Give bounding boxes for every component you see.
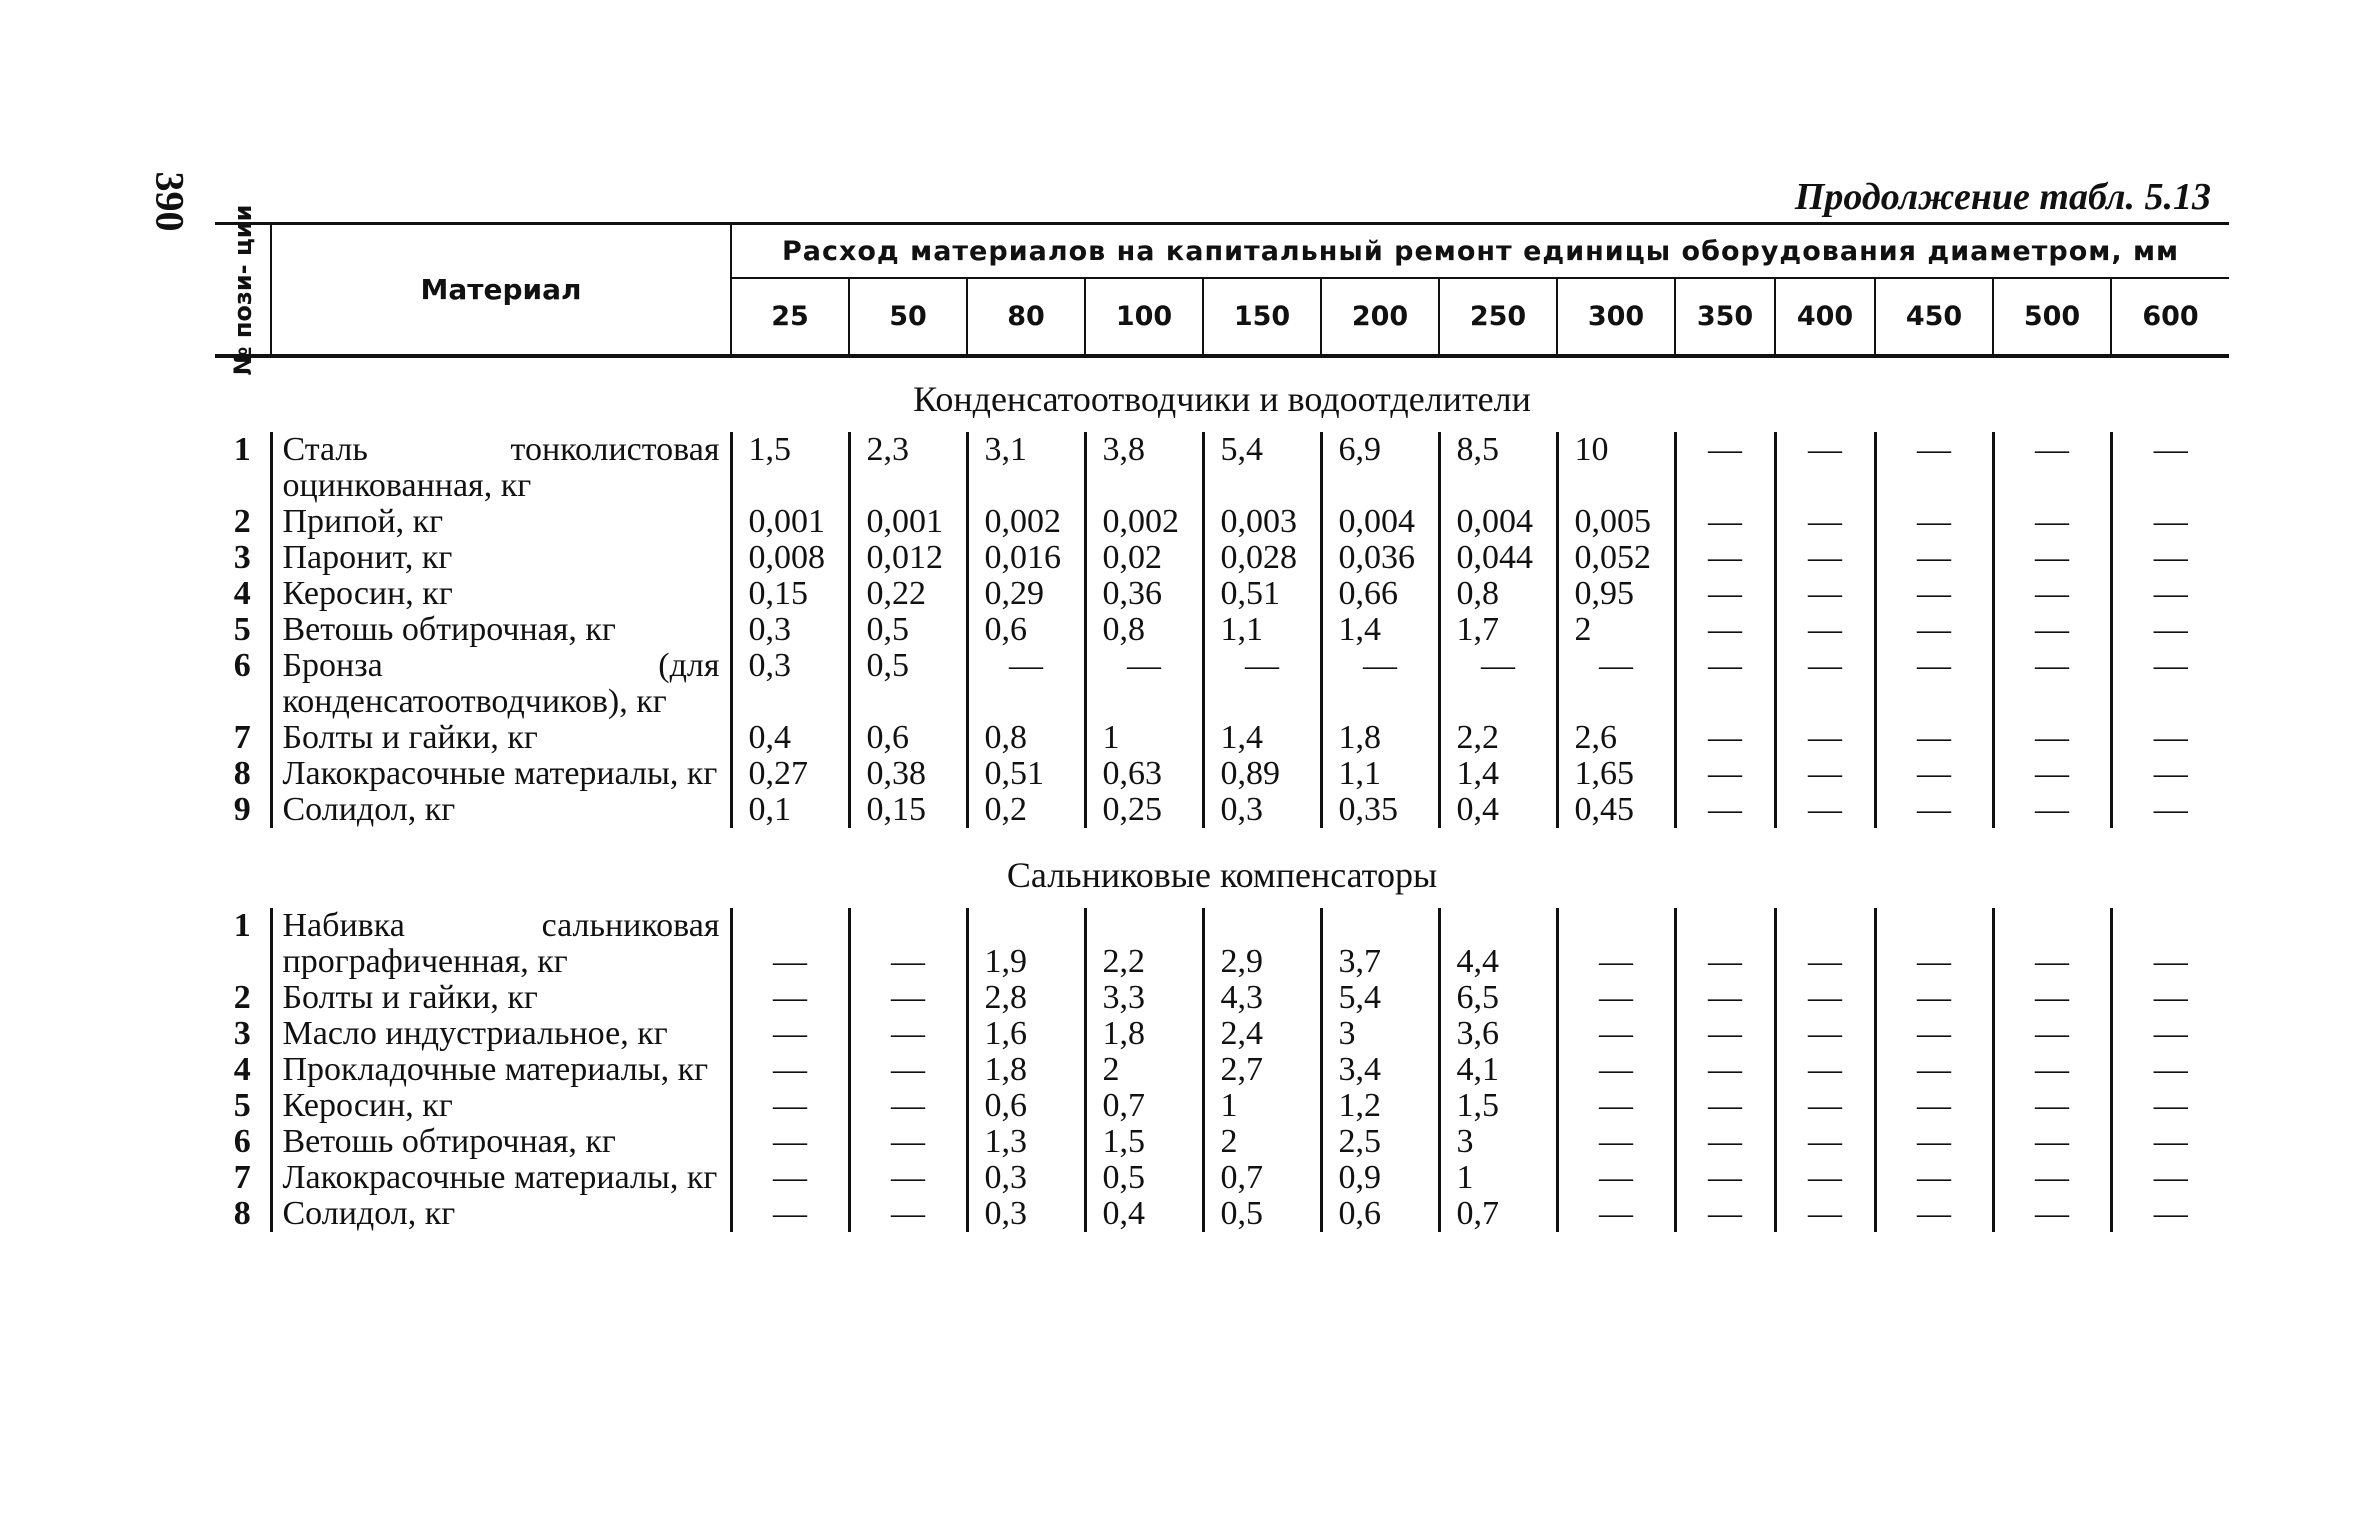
table-row <box>215 1124 2229 1160</box>
value-cell: — <box>1675 1052 1775 1088</box>
material-cell: Болты и гайки, кг <box>271 980 731 1016</box>
value-cell: — <box>1439 648 1557 720</box>
value-cell: 0,8 <box>1085 612 1203 648</box>
diameter-header-80: 80 <box>967 278 1085 356</box>
value-cell: 0,15 <box>849 792 967 828</box>
value-cell: 1,9 <box>967 908 1085 980</box>
value-cell: — <box>1675 756 1775 792</box>
value-cell: — <box>1675 792 1775 828</box>
value-cell: 0,7 <box>1203 1160 1321 1196</box>
value-cell: 1,4 <box>1321 612 1439 648</box>
value-cell: — <box>1875 720 1993 756</box>
diameter-header-150: 150 <box>1203 278 1321 356</box>
value-cell: 0,95 <box>1557 576 1675 612</box>
value-cell: 3,8 <box>1085 432 1203 504</box>
position-cell: 2 <box>233 503 251 540</box>
value-cell: — <box>2111 1052 2229 1088</box>
value-cell: — <box>1775 1160 1875 1196</box>
value-cell: 0,6 <box>967 612 1085 648</box>
value-cell: — <box>967 648 1085 720</box>
diameter-header-250: 250 <box>1439 278 1557 356</box>
value-cell: — <box>731 1088 849 1124</box>
value-cell: — <box>1993 980 2111 1016</box>
material-cell: Сталь тонколистовая оцинкованная, кг <box>271 432 731 504</box>
value-cell: — <box>1557 908 1675 980</box>
value-cell: — <box>1775 432 1875 504</box>
value-cell: — <box>1775 612 1875 648</box>
position-cell: 8 <box>233 1195 251 1232</box>
value-cell: 0,8 <box>967 720 1085 756</box>
value-cell: 2,7 <box>1203 1052 1321 1088</box>
value-cell: 1,5 <box>1085 1124 1203 1160</box>
value-cell: 2,8 <box>967 980 1085 1016</box>
value-cell: — <box>1875 648 1993 720</box>
value-cell: — <box>1775 756 1875 792</box>
value-cell: 2,3 <box>849 432 967 504</box>
value-cell: — <box>1875 612 1993 648</box>
material-cell: Бронза (для конденсатоотводчиков), кг <box>271 648 731 720</box>
position-cell: 3 <box>233 1015 251 1052</box>
value-cell: 1,3 <box>967 1124 1085 1160</box>
table-row <box>215 1160 2229 1196</box>
value-cell: — <box>2111 576 2229 612</box>
value-cell: 0,052 <box>1557 540 1675 576</box>
value-cell: — <box>731 908 849 980</box>
value-cell: 1,4 <box>1439 756 1557 792</box>
value-cell: — <box>731 1052 849 1088</box>
value-cell: — <box>1875 1052 1993 1088</box>
value-cell: 5,4 <box>1321 980 1439 1016</box>
value-cell: 0,66 <box>1321 576 1439 612</box>
value-cell: 1 <box>1439 1160 1557 1196</box>
value-cell: 0,8 <box>1439 576 1557 612</box>
value-cell: — <box>1775 1124 1875 1160</box>
value-cell: — <box>1993 1160 2111 1196</box>
position-header: № пози- ции <box>215 224 271 357</box>
value-cell: 2,5 <box>1321 1124 1439 1160</box>
value-cell: 4,4 <box>1439 908 1557 980</box>
value-cell: 0,38 <box>849 756 967 792</box>
value-cell: — <box>1675 1196 1775 1232</box>
value-cell: — <box>2111 1124 2229 1160</box>
material-cell: Солидол, кг <box>271 792 731 828</box>
material-header: Материал <box>271 224 731 357</box>
value-cell: — <box>1675 1124 1775 1160</box>
value-cell: — <box>2111 432 2229 504</box>
value-cell: 2,9 <box>1203 908 1321 980</box>
value-cell: — <box>1875 1088 1993 1124</box>
value-cell: 0,6 <box>1321 1196 1439 1232</box>
value-cell: 0,008 <box>731 540 849 576</box>
diameter-header-200: 200 <box>1321 278 1439 356</box>
value-cell: — <box>1321 648 1439 720</box>
value-cell: 3,3 <box>1085 980 1203 1016</box>
value-cell: 0,005 <box>1557 504 1675 540</box>
value-cell: — <box>1875 576 1993 612</box>
value-cell: — <box>1557 1088 1675 1124</box>
value-cell: 0,6 <box>849 720 967 756</box>
value-cell: 2 <box>1085 1052 1203 1088</box>
value-cell: — <box>1557 1160 1675 1196</box>
value-cell: — <box>1557 980 1675 1016</box>
value-cell: — <box>1775 1196 1875 1232</box>
value-cell: — <box>1993 432 2111 504</box>
table-row <box>215 1088 2229 1124</box>
table-row <box>215 908 2229 980</box>
value-cell: 3,1 <box>967 432 1085 504</box>
value-cell: 0,4 <box>1085 1196 1203 1232</box>
value-cell: 1,8 <box>1085 1016 1203 1052</box>
table-body <box>215 356 2229 1232</box>
material-cell: Керосин, кг <box>271 576 731 612</box>
table-row <box>215 756 2229 792</box>
value-cell: 0,028 <box>1203 540 1321 576</box>
diameter-header-300: 300 <box>1557 278 1675 356</box>
value-cell: — <box>2111 756 2229 792</box>
diameter-header-100: 100 <box>1085 278 1203 356</box>
value-cell: 0,25 <box>1085 792 1203 828</box>
value-cell: — <box>1675 720 1775 756</box>
value-cell: 0,004 <box>1321 504 1439 540</box>
value-cell: — <box>1775 1052 1875 1088</box>
value-cell: 2,4 <box>1203 1016 1321 1052</box>
table-row <box>215 612 2229 648</box>
value-cell: — <box>849 1016 967 1052</box>
value-cell: — <box>731 980 849 1016</box>
value-cell: 1,5 <box>731 432 849 504</box>
table-row <box>215 792 2229 828</box>
value-cell: — <box>1775 792 1875 828</box>
value-cell: 1,5 <box>1439 1088 1557 1124</box>
diameter-header-400: 400 <box>1775 278 1875 356</box>
value-cell: — <box>1875 980 1993 1016</box>
material-cell: Паронит, кг <box>271 540 731 576</box>
value-cell: — <box>731 1016 849 1052</box>
value-cell: — <box>1875 756 1993 792</box>
value-cell: — <box>1993 1124 2111 1160</box>
value-cell: — <box>1675 432 1775 504</box>
value-cell: 1,8 <box>1321 720 1439 756</box>
value-cell: 1,8 <box>967 1052 1085 1088</box>
value-cell: — <box>1993 576 2111 612</box>
section-title: Конденсатоотводчики и водоотделители <box>913 379 1531 419</box>
material-cell: Болты и гайки, кг <box>271 720 731 756</box>
value-cell: — <box>1875 1160 1993 1196</box>
value-cell: — <box>1675 1016 1775 1052</box>
value-cell: — <box>849 1124 967 1160</box>
value-cell: — <box>1675 504 1775 540</box>
value-cell: — <box>731 1196 849 1232</box>
value-cell: — <box>1675 1088 1775 1124</box>
value-cell: 0,02 <box>1085 540 1203 576</box>
table-row <box>215 1196 2229 1232</box>
value-cell: 2,2 <box>1085 908 1203 980</box>
value-cell: — <box>849 908 967 980</box>
table-caption: Продолжение табл. 5.13 <box>1794 176 2211 218</box>
value-cell: — <box>1675 576 1775 612</box>
value-cell: — <box>1203 648 1321 720</box>
value-cell: — <box>1557 1052 1675 1088</box>
value-cell: 3,6 <box>1439 1016 1557 1052</box>
value-cell: — <box>1775 648 1875 720</box>
value-cell: 0,9 <box>1321 1160 1439 1196</box>
position-cell: 4 <box>233 1051 251 1088</box>
materials-table-container <box>215 204 2212 1232</box>
value-cell: 0,5 <box>849 612 967 648</box>
value-cell: 0,002 <box>967 504 1085 540</box>
value-cell: — <box>1993 1088 2111 1124</box>
value-cell: 1,4 <box>1203 720 1321 756</box>
value-cell: — <box>1675 612 1775 648</box>
value-cell: — <box>1675 1160 1775 1196</box>
value-cell: — <box>1993 612 2111 648</box>
diameter-header-350: 350 <box>1675 278 1775 356</box>
material-cell: Ветошь обтирочная, кг <box>271 612 731 648</box>
value-cell: 0,044 <box>1439 540 1557 576</box>
value-cell: — <box>1557 1124 1675 1160</box>
value-cell: — <box>1875 908 1993 980</box>
value-cell: — <box>849 1160 967 1196</box>
value-cell: — <box>1875 792 1993 828</box>
position-cell: 5 <box>233 611 251 648</box>
materials-table <box>215 204 2229 1232</box>
value-cell: — <box>1675 980 1775 1016</box>
value-cell: 1,2 <box>1321 1088 1439 1124</box>
value-cell: 10 <box>1557 432 1675 504</box>
page-number: 390 <box>147 171 193 232</box>
value-cell: 0,5 <box>1085 1160 1203 1196</box>
value-cell: 0,036 <box>1321 540 1439 576</box>
position-cell: 9 <box>233 791 251 828</box>
value-cell: — <box>1993 1196 2111 1232</box>
table-row <box>215 504 2229 540</box>
diameter-header-450: 450 <box>1875 278 1993 356</box>
position-cell: 5 <box>233 1087 251 1124</box>
material-cell: Прокладочные материалы, кг <box>271 1052 731 1088</box>
value-cell: 0,001 <box>731 504 849 540</box>
section-title: Сальниковые компенсаторы <box>1006 855 1438 895</box>
value-cell: — <box>1675 648 1775 720</box>
value-cell: — <box>1993 908 2111 980</box>
value-cell: — <box>1993 540 2111 576</box>
value-cell: 0,89 <box>1203 756 1321 792</box>
value-cell: — <box>2111 1088 2229 1124</box>
value-cell: — <box>2111 980 2229 1016</box>
value-cell: 2,2 <box>1439 720 1557 756</box>
value-cell: 1 <box>1085 720 1203 756</box>
diameter-header-500: 500 <box>1993 278 2111 356</box>
value-cell: 1,65 <box>1557 756 1675 792</box>
value-cell: — <box>1993 792 2111 828</box>
section-title-row <box>215 356 2229 432</box>
value-cell: — <box>2111 720 2229 756</box>
value-cell: 8,5 <box>1439 432 1557 504</box>
value-cell: 0,36 <box>1085 576 1203 612</box>
value-cell: — <box>731 1124 849 1160</box>
value-cell: 0,004 <box>1439 504 1557 540</box>
position-cell: 3 <box>233 539 251 576</box>
material-cell: Припой, кг <box>271 504 731 540</box>
table-row <box>215 720 2229 756</box>
value-cell: 1,1 <box>1321 756 1439 792</box>
value-cell: 6,9 <box>1321 432 1439 504</box>
value-cell: 6,5 <box>1439 980 1557 1016</box>
value-cell: — <box>2111 792 2229 828</box>
value-cell: — <box>1875 1196 1993 1232</box>
value-cell: 3 <box>1439 1124 1557 1160</box>
material-cell: Солидол, кг <box>271 1196 731 1232</box>
value-cell: 0,45 <box>1557 792 1675 828</box>
value-cell: 0,15 <box>731 576 849 612</box>
value-cell: — <box>849 1196 967 1232</box>
value-cell: — <box>1775 720 1875 756</box>
value-cell: — <box>2111 908 2229 980</box>
value-cell: 1,1 <box>1203 612 1321 648</box>
position-cell: 8 <box>233 755 251 792</box>
value-cell: 0,3 <box>967 1160 1085 1196</box>
value-cell: 0,001 <box>849 504 967 540</box>
value-cell: 2 <box>1557 612 1675 648</box>
value-cell: — <box>2111 648 2229 720</box>
value-cell: — <box>1875 432 1993 504</box>
value-cell: 3,7 <box>1321 908 1439 980</box>
value-cell: 0,012 <box>849 540 967 576</box>
diameter-header-600: 600 <box>2111 278 2229 356</box>
value-cell: — <box>1993 1052 2111 1088</box>
value-cell: — <box>1775 1088 1875 1124</box>
value-cell: 0,016 <box>967 540 1085 576</box>
value-cell: 0,35 <box>1321 792 1439 828</box>
value-cell: 0,4 <box>1439 792 1557 828</box>
position-cell: 1 <box>233 907 251 944</box>
table-row <box>215 1016 2229 1052</box>
consumption-header: Расход материалов на капитальный ремонт единицы оборудования диаметром, мм <box>781 235 2180 267</box>
value-cell: 0,1 <box>731 792 849 828</box>
value-cell: — <box>1875 1124 1993 1160</box>
value-cell: — <box>1875 540 1993 576</box>
value-cell: — <box>849 1088 967 1124</box>
value-cell: — <box>1875 1016 1993 1052</box>
value-cell: 0,51 <box>1203 576 1321 612</box>
value-cell: — <box>1775 504 1875 540</box>
value-cell: 0,3 <box>731 612 849 648</box>
value-cell: 0,002 <box>1085 504 1203 540</box>
position-cell: 4 <box>233 575 251 612</box>
value-cell: 0,29 <box>967 576 1085 612</box>
value-cell: 0,6 <box>967 1088 1085 1124</box>
value-cell: 2 <box>1203 1124 1321 1160</box>
value-cell: 4,1 <box>1439 1052 1557 1088</box>
position-cell: 2 <box>233 979 251 1016</box>
value-cell: 0,63 <box>1085 756 1203 792</box>
value-cell: — <box>2111 612 2229 648</box>
value-cell: 0,3 <box>731 648 849 720</box>
value-cell: — <box>2111 1160 2229 1196</box>
value-cell: — <box>2111 504 2229 540</box>
value-cell: — <box>2111 540 2229 576</box>
value-cell: — <box>1775 540 1875 576</box>
value-cell: 0,22 <box>849 576 967 612</box>
value-cell: 1,7 <box>1439 612 1557 648</box>
table-row <box>215 576 2229 612</box>
value-cell: 0,3 <box>967 1196 1085 1232</box>
material-cell: Лакокрасочные материалы, кг <box>271 1160 731 1196</box>
value-cell: — <box>1775 576 1875 612</box>
table-row <box>215 980 2229 1016</box>
value-cell: 3 <box>1321 1016 1439 1052</box>
value-cell: 0,003 <box>1203 504 1321 540</box>
table-row <box>215 648 2229 720</box>
value-cell: 3,4 <box>1321 1052 1439 1088</box>
value-cell: — <box>849 1052 967 1088</box>
value-cell: — <box>731 1160 849 1196</box>
position-cell: 6 <box>233 647 251 684</box>
value-cell: — <box>1993 1016 2111 1052</box>
value-cell: — <box>1085 648 1203 720</box>
value-cell: 0,4 <box>731 720 849 756</box>
value-cell: 2,6 <box>1557 720 1675 756</box>
position-cell: 1 <box>233 431 251 468</box>
value-cell: 0,5 <box>849 648 967 720</box>
value-cell: — <box>1993 648 2111 720</box>
value-cell: — <box>1775 908 1875 980</box>
value-cell: 0,7 <box>1085 1088 1203 1124</box>
value-cell: — <box>1993 504 2111 540</box>
value-cell: — <box>1557 648 1675 720</box>
value-cell: — <box>1775 1016 1875 1052</box>
material-cell: Масло индустриальное, кг <box>271 1016 731 1052</box>
value-cell: 0,2 <box>967 792 1085 828</box>
value-cell: — <box>1993 720 2111 756</box>
value-cell: 1 <box>1203 1088 1321 1124</box>
material-cell: Керосин, кг <box>271 1088 731 1124</box>
value-cell: 4,3 <box>1203 980 1321 1016</box>
value-cell: — <box>1993 756 2111 792</box>
value-cell: 0,5 <box>1203 1196 1321 1232</box>
material-cell: Ветошь обтирочная, кг <box>271 1124 731 1160</box>
value-cell: — <box>1875 504 1993 540</box>
position-cell: 7 <box>233 1159 251 1196</box>
value-cell: — <box>1557 1016 1675 1052</box>
table-row <box>215 432 2229 504</box>
value-cell: — <box>2111 1016 2229 1052</box>
diameter-header-25: 25 <box>731 278 849 356</box>
value-cell: — <box>1675 540 1775 576</box>
value-cell: — <box>1557 1196 1675 1232</box>
table-header <box>215 204 2229 375</box>
position-cell: 6 <box>233 1123 251 1160</box>
value-cell: — <box>849 980 967 1016</box>
value-cell: 5,4 <box>1203 432 1321 504</box>
material-cell: Лакокрасочные материалы, кг <box>271 756 731 792</box>
position-cell: 7 <box>233 719 251 756</box>
section-title-row <box>215 828 2229 908</box>
value-cell: 0,27 <box>731 756 849 792</box>
table-row <box>215 540 2229 576</box>
value-cell: — <box>1675 908 1775 980</box>
value-cell: 0,7 <box>1439 1196 1557 1232</box>
value-cell: 0,51 <box>967 756 1085 792</box>
table-row <box>215 1052 2229 1088</box>
value-cell: 0,3 <box>1203 792 1321 828</box>
value-cell: — <box>2111 1196 2229 1232</box>
value-cell: — <box>1775 980 1875 1016</box>
value-cell: 1,6 <box>967 1016 1085 1052</box>
material-cell: Набивка сальниковая прографиченная, кг <box>271 908 731 980</box>
diameter-header-50: 50 <box>849 278 967 356</box>
